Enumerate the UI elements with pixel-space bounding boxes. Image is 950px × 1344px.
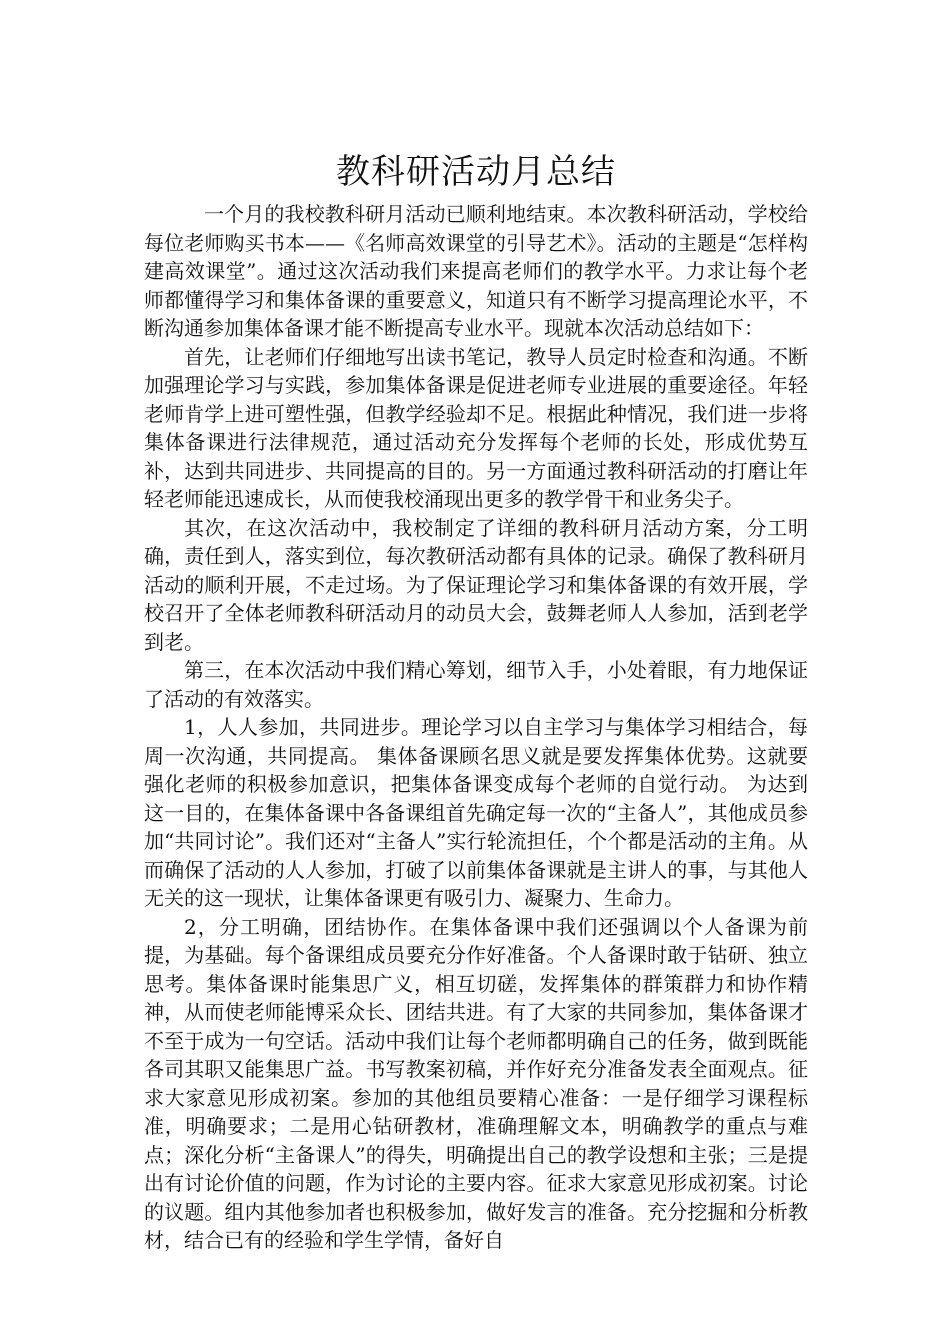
document-title: 教科研活动月总结 bbox=[336, 152, 616, 192]
paragraph-intro: 一个月的我校教科研月活动已顺利地结束。本次教科研活动，学校给每位老师购买书本——《名师高效课堂的引导艺术》。活动的主题是“怎样构建高效课堂”。通过这次活动我们来提高老师们的教学水平。力求让每个老师都懂得学习和集体备课的重要意义，知道只有不断学习提高理论水平，不断沟通参加集体备课才能不断提高专业水平。现就本次活动总结如下： bbox=[144, 202, 808, 340]
paragraph-third-point: 第三，在本次活动中我们精心筹划，细节入手，小处着眼，有力地保证了活动的有效落实。 bbox=[144, 658, 808, 711]
paragraph-first-point: 首先，让老师们仔细地写出读书笔记，教导人员定时检查和沟通。不断加强理论学习与实践，参加集体备课是促进老师专业进展的重要途径。年轻老师肯学上进可塑性强，但教学经验却不足。根据此种情况，我们进一步将集体备课进行法律规范，通过活动充分发挥每个老师的长处，形成优势互补，达到共同进步、共同提高的目的。另一方面通过教科研活动的打磨让年轻老师能迅速成长，从而使我校涌现出更多的教学骨干和业务尖子。 bbox=[144, 344, 808, 511]
paragraph-item-1: 1，人人参加，共同进步。理论学习以自主学习与集体学习相结合，每周一次沟通，共同提高。 集体备课顾名思义就是要发挥集体优势。这就要强化老师的积极参加意识，把集体备课变成每个老师的自觉行动。 为达到这一目的，在集体备课中各备课组首先确定每一次的“主备人”，其他成员参加“共同讨论”。我们还对“主备人”实行轮流担任，个个都是活动的主角。从而确保了活动的人人参加，打破了以前集体备课就是主讲人的事，与其他人无关的这一现状，让集体备课更有吸引力、凝聚力、生命力。 bbox=[144, 715, 808, 910]
paragraph-second-point: 其次，在这次活动中，我校制定了详细的教科研月活动方案，分工明确，责任到人，落实到位，每次教研活动都有具体的记录。确保了教科研月活动的顺利开展，不走过场。为了保证理论学习和集体备课的有效开展，学校召开了全体老师教科研活动月的动员大会，鼓舞老师人人参加，活到老学到老。 bbox=[144, 515, 808, 654]
document-body bbox=[144, 148, 808, 1255]
paragraph-item-2: 2，分工明确，团结协作。在集体备课中我们还强调以个人备课为前提，为基础。每个备课组成员要充分作好准备。个人备课时敢于钻研、独立思考。集体备课时能集思广义，相互切磋，发挥集体的群策群力和协作精神，从而使老师能博采众长、团结共进。有了大家的共同参加，集体备课才不至于成为一句空话。活动中我们让每个老师都明确自己的任务，做到既能各司其职又能集思广益。书写教案初稿，并作好充分准备发表全面观点。征求大家意见形成初案。参加的其他组员要精心准备：一是仔细学习课程标准，明确要求；二是用心钻研教材，准确理解文本，明确教学的重点与难点；深化分析“主备课人”的得失，明确提出自己的教学设想和主张；三是提出有讨论价值的问题，作为讨论的主要内容。征求大家意见形成初案。讨论的议题。组内其他参加者也积极参加，做好发言的准备。充分挖掘和分析教材，结合已有的经验和学生学情，备好自 bbox=[144, 914, 808, 1252]
